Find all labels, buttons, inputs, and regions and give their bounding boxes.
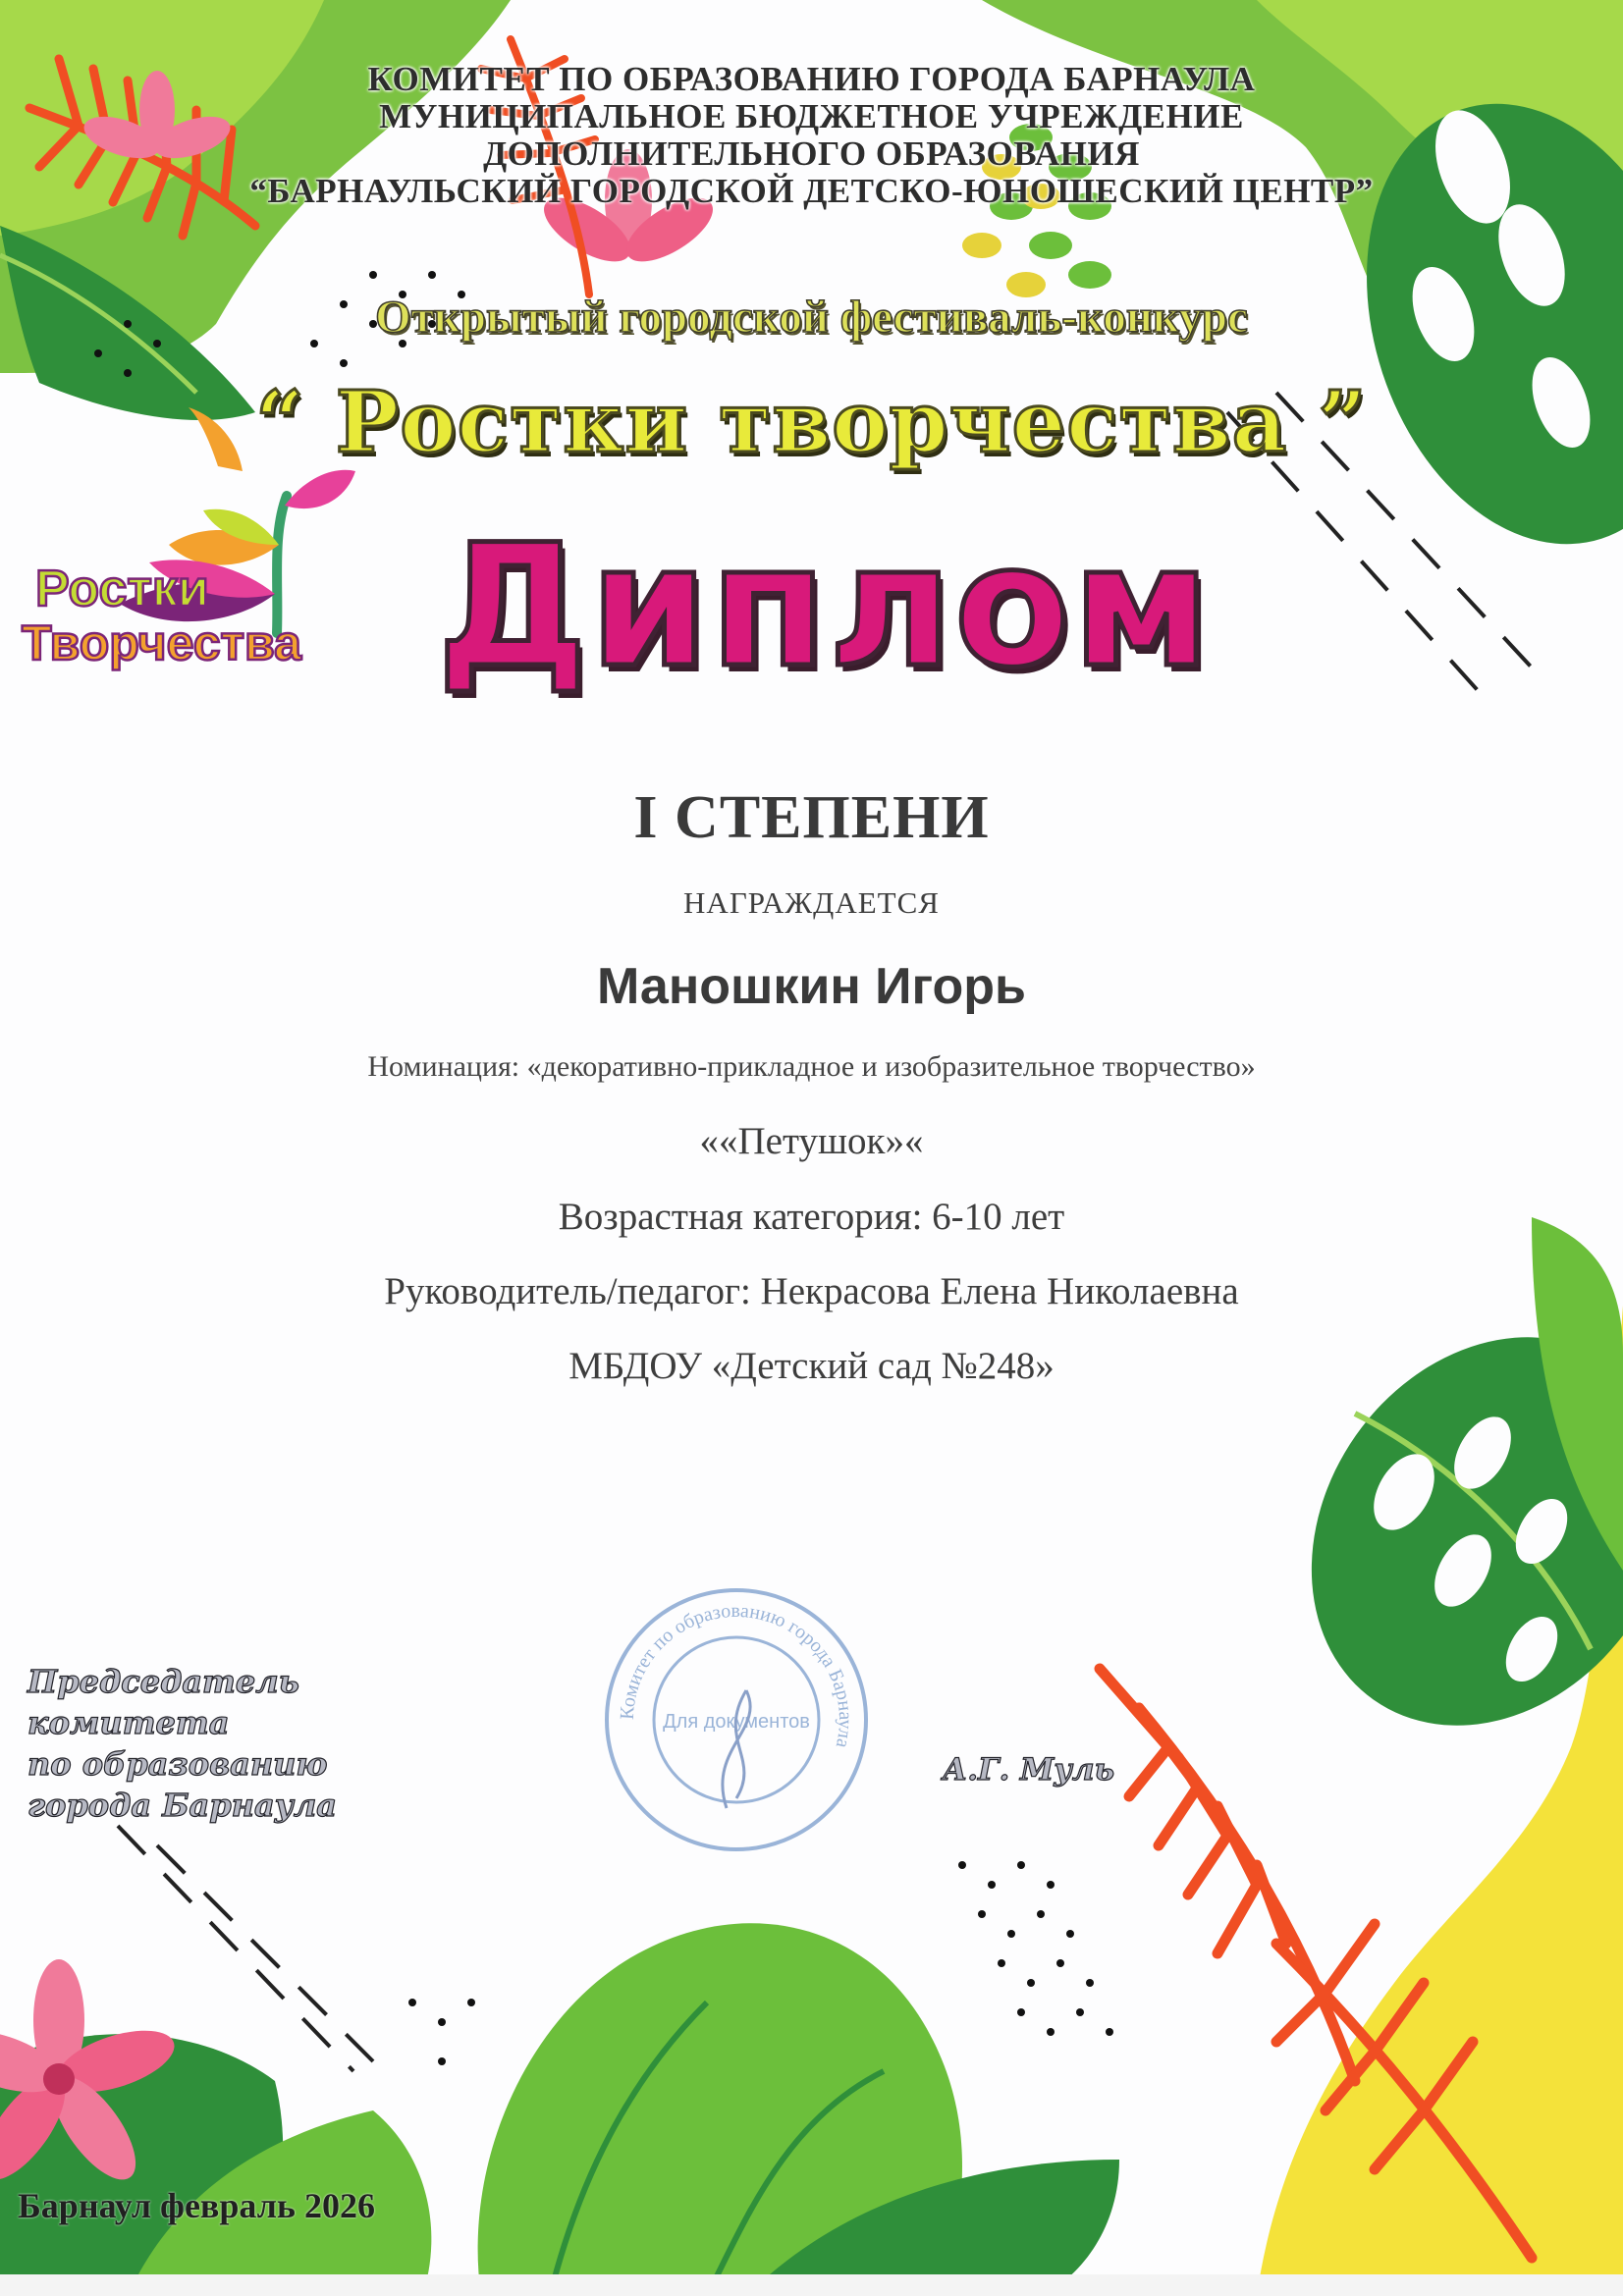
signatory-position-line: по образованию xyxy=(27,1745,328,1783)
document-title: Диплом xyxy=(437,507,1213,705)
recipient-name: Маношкин Игорь xyxy=(596,958,1027,1015)
stamp-center-text: Для документов xyxy=(663,1711,810,1733)
nomination-line: Номинация: «декоративно-прикладное и изобразительное творчество» xyxy=(367,1050,1256,1083)
signatory-name: А.Г. Муль xyxy=(943,1752,1115,1788)
header-line: КОМИТЕТ ПО ОБРАЗОВАНИЮ ГОРОДА БАРНАУЛА xyxy=(367,60,1256,98)
signatory-position xyxy=(27,1661,440,1826)
stamp-ring-text: Комитет по образованию города Барнаула xyxy=(616,1599,857,1750)
signatory-position-line: Председатель комитета xyxy=(27,1663,299,1741)
signatory-position-line: города Барнаула xyxy=(27,1787,337,1824)
header-line: МУНИЦИПАЛЬНОЕ БЮДЖЕТНОЕ УЧРЕЖДЕНИЕ xyxy=(379,97,1244,135)
logo-wordmark xyxy=(22,561,385,669)
issuer-header xyxy=(0,61,1623,210)
age-category: Возрастная категория: 6-10 лет xyxy=(558,1196,1065,1238)
festival-title: “ Ростки творчества ” xyxy=(255,373,1368,472)
logo-line-2: Творчества xyxy=(22,615,301,670)
header-line: “БАРНАУЛЬСКИЙ ГОРОДСКОЙ ДЕТСКО-ЮНОШЕСКИЙ ЦЕНТР” xyxy=(249,172,1374,210)
organization-line: МБДОУ «Детский сад №248» xyxy=(568,1345,1055,1387)
awarded-label: НАГРАЖДАЕТСЯ xyxy=(683,885,940,920)
work-title: ««Петушок»« xyxy=(699,1120,924,1162)
leader-line: Руководитель/педагог: Некрасова Елена Николаевна xyxy=(384,1270,1239,1312)
place-date: Барнаул февраль 2026 xyxy=(18,2186,375,2225)
official-stamp xyxy=(599,1582,874,1857)
header-line: ДОПОЛНИТЕЛЬНОГО ОБРАЗОВАНИЯ xyxy=(483,134,1140,173)
festival-line: Открытый городской фестиваль-конкурс xyxy=(375,292,1248,343)
logo-line-1: Ростки xyxy=(35,561,209,617)
award-degree: I СТЕПЕНИ xyxy=(633,784,990,851)
